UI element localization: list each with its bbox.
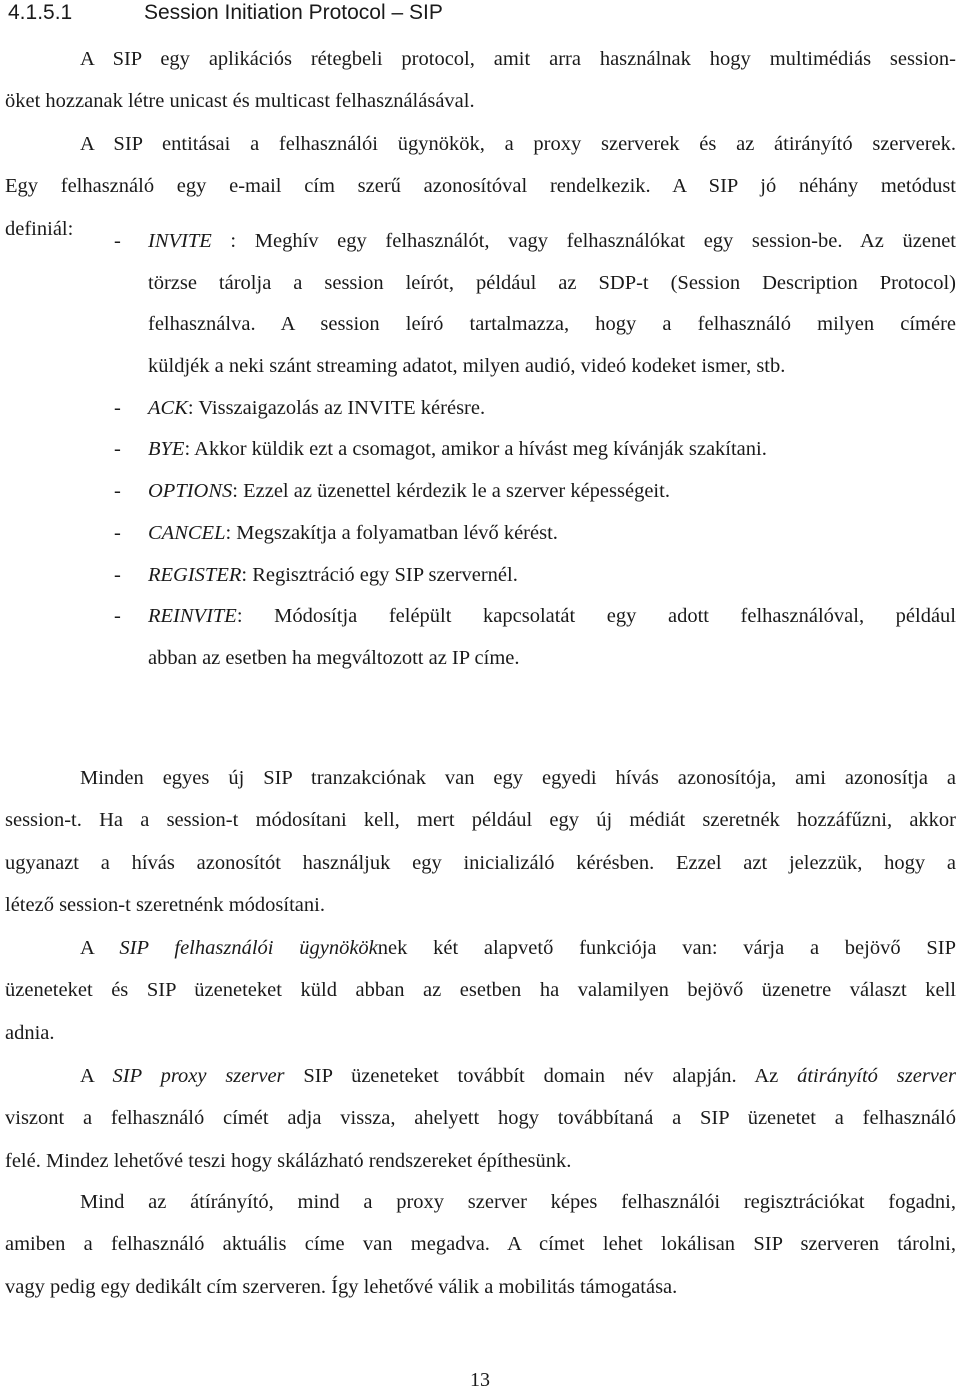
page-number: 13	[470, 1369, 490, 1391]
paragraph-line: amiben a felhasználó aktuális címe van megadva. A címet lehet lokálisan SIP szerveren tárolni,	[5, 1233, 956, 1256]
paragraph-line: Mind az átírányító, mind a proxy szerver képes felhasználói regisztrációkat fogadni,	[80, 1191, 956, 1213]
method-name: ACK	[148, 396, 188, 419]
list-dash: -	[114, 480, 121, 503]
paragraph-line: vagy pedig egy dedikált cím szerveren. Így lehetővé válik a mobilitás támogatása.	[5, 1275, 678, 1298]
paragraph-user-agents	[5, 927, 956, 1054]
list-item-options	[0, 471, 956, 513]
method-name: OPTIONS	[148, 480, 233, 503]
list-item-line: REINVITE: Módosítja felépült kapcsolatát egy adott felhasználóval, például	[148, 605, 956, 628]
method-name: BYE	[148, 438, 185, 461]
list-dash: -	[114, 521, 121, 544]
paragraph-line: A SIP felhasználói ügynököknek két alapvető funkciója van: várja a bejövő SIP	[80, 937, 956, 959]
paragraph-line: Minden egyes új SIP tranzakciónak van egy egyedi hívás azonosítója, ami azonosítja a	[80, 767, 956, 789]
list-item-line: felhasználva. A session leíró tartalmazza, hogy a felhasználó milyen címére	[148, 313, 956, 336]
paragraph-proxy	[5, 1055, 956, 1182]
method-name: INVITE	[148, 230, 212, 252]
list-dash: -	[114, 605, 121, 628]
list-item-line: ACK: Visszaigazolás az INVITE kérésre.	[148, 396, 486, 419]
section-title: Session Initiation Protocol – SIP	[144, 1, 443, 24]
list-item-reinvite	[0, 596, 956, 679]
method-list	[0, 221, 956, 680]
list-item-line: OPTIONS: Ezzel az üzenettel kérdezik le a szerver képességeit.	[148, 480, 670, 503]
emphasis-term: SIP proxy szerver	[112, 1065, 285, 1087]
paragraph-line: A SIP egy aplikációs rétegbeli protocol, amit arra használnak hogy multimédiás session-	[80, 48, 956, 70]
paragraph-line: létező session-t szeretnénk módosítani.	[5, 894, 325, 917]
list-item-line: CANCEL: Megszakítja a folyamatban lévő kérést.	[148, 521, 558, 544]
list-item-line: REGISTER: Regisztráció egy SIP szervernél.	[148, 563, 518, 586]
emphasis-term: átirányító szerver	[797, 1065, 956, 1087]
paragraph-line: viszont a felhasználó címét adja vissza, ahelyett hogy továbbítaná a SIP üzenetet a felhasználó	[5, 1107, 956, 1130]
list-item-invite	[0, 221, 956, 388]
paragraph-line: A SIP proxy szerver SIP üzeneteket továbbít domain név alapján. Az átirányító szerver	[80, 1065, 956, 1087]
method-name: CANCEL	[148, 521, 226, 544]
paragraph-line: felé. Mindez lehetővé teszi hogy skálázható rendszereket építhesünk.	[5, 1149, 572, 1172]
method-name: REGISTER	[148, 563, 242, 586]
section-heading	[8, 0, 443, 26]
list-item-line: küldjék a neki szánt streaming adatot, milyen audió, videó kodeket ismer, stb.	[148, 355, 786, 378]
paragraph-line: adnia.	[5, 1021, 55, 1044]
paragraph-line: session-t. Ha a session-t módosítani kell, mert például egy új médiát szeretnék hozzáfűzni, akkor	[5, 809, 956, 832]
method-name: REINVITE	[148, 605, 237, 628]
list-item-ack	[0, 388, 956, 430]
paragraph-line: definiál:	[5, 217, 74, 240]
paragraph-line: A SIP entitásai a felhasználói ügynökök, a proxy szerverek és az átirányító szerverek.	[80, 133, 956, 155]
paragraph-intro	[5, 38, 956, 123]
list-item-register	[0, 555, 956, 597]
list-item-line: abban az esetben ha megváltozott az IP címe.	[148, 646, 520, 669]
list-dash: -	[114, 438, 121, 461]
list-item-line: törzse tárolja a session leírót, például az SDP-t (Session Description Protocol)	[148, 271, 956, 294]
list-item-cancel	[0, 513, 956, 555]
list-dash: -	[114, 230, 121, 252]
list-item-bye	[0, 429, 956, 471]
list-item-line: BYE: Akkor küldik ezt a csomagot, amikor a hívást meg kívánják szakítani.	[148, 438, 767, 461]
list-dash: -	[114, 396, 121, 419]
paragraph-transaction	[5, 757, 956, 927]
emphasis-term: SIP felhasználói ügynökök	[119, 937, 378, 959]
paragraph-registration	[5, 1181, 956, 1308]
paragraph-line: ugyanazt a hívás azonosítót használjuk egy inicializáló kérésben. Ezzel azt jelezzük, hogy a	[5, 851, 956, 874]
paragraph-line: üzeneteket és SIP üzeneteket küld abban az esetben ha valamilyen bejövő üzenetre választ kell	[5, 979, 956, 1002]
section-number: 4.1.5.1	[8, 1, 73, 24]
paragraph-line: öket hozzanak létre unicast és multicast felhasználásával.	[5, 90, 475, 113]
list-dash: -	[114, 563, 121, 586]
paragraph-line: Egy felhasználó egy e-mail cím szerű azonosítóval rendelkezik. A SIP jó néhány metódust	[5, 175, 956, 198]
list-item-line: INVITE : Meghív egy felhasználót, vagy felhasználókat egy session-be. Az üzenet	[148, 230, 956, 252]
